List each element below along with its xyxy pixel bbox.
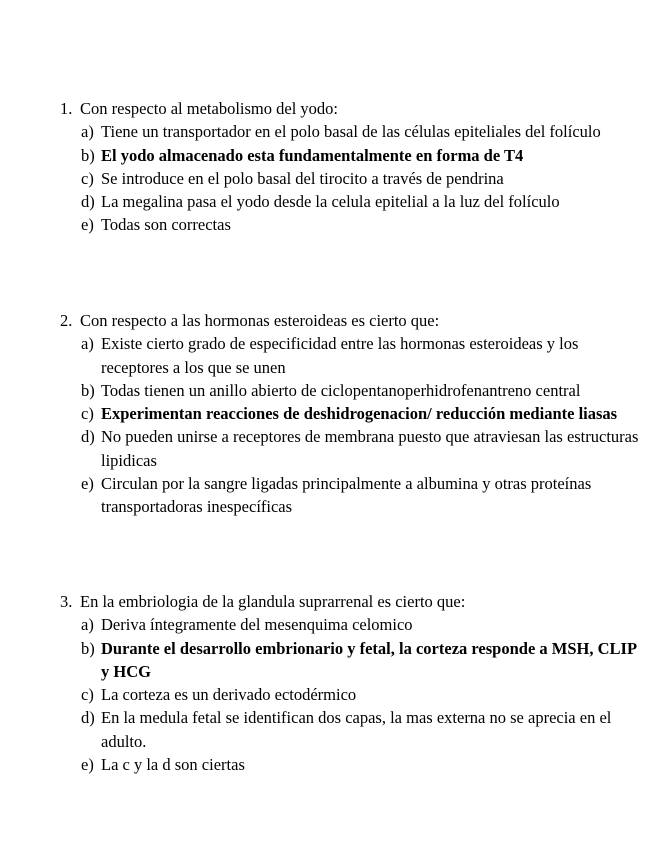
option-text: Tiene un transportador en el polo basal de las células epiteliales del folículo [101,122,601,142]
option-text: Circulan por la sangre ligadas principalmente a albumina y otras proteínas transportadoras inespecíficas [101,474,592,517]
option-letter: c) [81,685,94,705]
option-text: Existe cierto grado de especificidad entre las hormonas esteroideas y los receptores a los que se unen [101,334,579,377]
option-text: Se introduce en el polo basal del tirocito a través de pendrina [101,168,504,188]
option-text: Deriva íntegramente del mesenquima celomico [101,615,413,635]
option-text: La c y la d son ciertas [101,755,245,775]
option-text: La corteza es un derivado ectodérmico [101,685,357,705]
question-3 [60,590,640,776]
option-text: Todas son correctas [101,215,231,235]
option-e [81,753,640,776]
option-letter: e) [81,215,94,235]
option-a [81,332,640,379]
options-list [60,332,640,518]
option-letter: a) [81,122,94,142]
question-stem [60,97,640,120]
option-letter: e) [81,474,94,494]
option-d [81,425,640,472]
question-text: Con respecto al metabolismo del yodo: [80,99,338,118]
option-e [81,472,640,519]
option-b [81,637,640,684]
option-letter: b) [81,638,95,658]
option-a [81,120,640,143]
option-letter: c) [81,404,94,424]
option-b [81,144,640,167]
options-list [60,120,640,236]
option-text: No pueden unirse a receptores de membrana puesto que atraviesan las estructuras lipidicas [101,427,639,470]
question-stem [60,309,640,332]
option-letter: d) [81,192,95,212]
question-2 [60,309,640,519]
question-number: 2. [60,311,73,330]
option-letter: e) [81,755,94,775]
option-text-correct: El yodo almacenado esta fundamentalmente en forma de T4 [101,145,524,165]
option-d [81,706,640,753]
option-letter: a) [81,615,94,635]
option-c [81,167,640,190]
question-1 [60,97,640,237]
question-text: En la embriologia de la glandula suprarrenal es cierto que: [80,592,466,611]
option-d [81,190,640,213]
question-stem [60,590,640,613]
option-letter: a) [81,334,94,354]
option-text-correct: Experimentan reacciones de deshidrogenacion/ reducción mediante liasas [101,404,618,424]
option-c [81,683,640,706]
option-text: En la medula fetal se identifican dos capas, la mas externa no se aprecia en el adulto. [101,708,612,751]
options-list [60,613,640,776]
option-c [81,402,640,425]
option-letter: b) [81,145,95,165]
option-text: Todas tienen un anillo abierto de ciclopentanoperhidrofenantreno central [101,380,581,400]
option-letter: d) [81,708,95,728]
option-text-correct: Durante el desarrollo embrionario y fetal, la corteza responde a MSH, CLIP y HCG [101,638,637,681]
question-number: 1. [60,99,73,118]
option-letter: d) [81,427,95,447]
question-text: Con respecto a las hormonas esteroideas es cierto que: [80,311,440,330]
option-e [81,213,640,236]
option-b [81,379,640,402]
option-a [81,613,640,636]
option-letter: b) [81,380,95,400]
option-letter: c) [81,168,94,188]
question-number: 3. [60,592,73,611]
option-text: La megalina pasa el yodo desde la celula epitelial a la luz del folículo [101,192,560,212]
